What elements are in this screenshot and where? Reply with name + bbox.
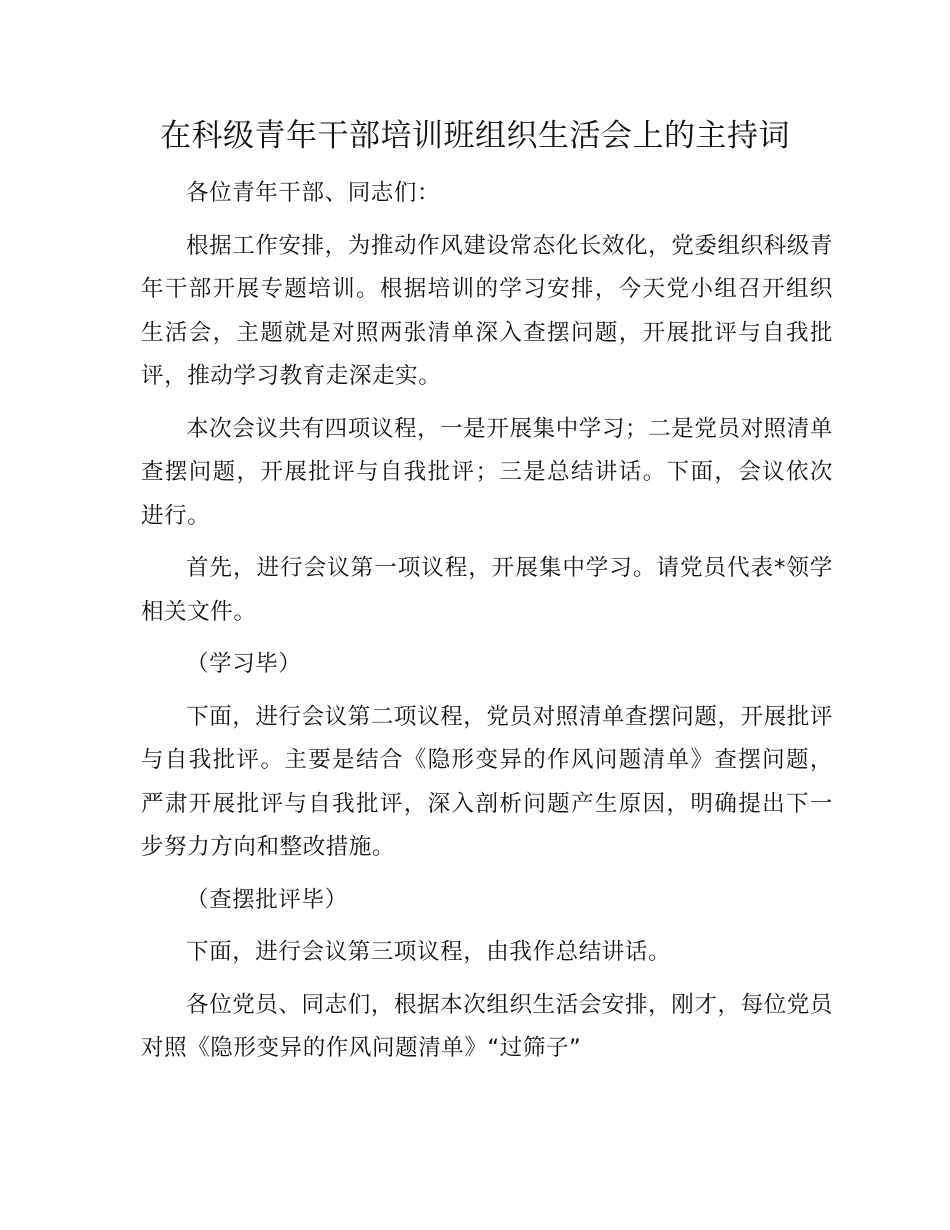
paragraph-background: 根据工作安排，为推动作风建设常态化长效化，党委组织科级青年干部开展专题培训。根据培训的学习安排，今天党小组召开组织生活会，主题就是对照两张清单深入查摆问题，开展批评与自我批评，推动学习教育走深走实。 bbox=[141, 232, 833, 389]
paragraph-first-item: 首先，进行会议第一项议程，开展集中学习。请党员代表*领学相关文件。 bbox=[141, 555, 833, 625]
document-body bbox=[141, 172, 833, 1080]
paragraph-second-item: 下面，进行会议第二项议程，党员对照清单查摆问题，开展批评与自我批评。主要是结合《隐形变异的作风问题清单》查摆问题，严肃开展批评与自我批评，深入剖析问题产生原因，明确提出下一步努力方向和整改措施。 bbox=[141, 703, 833, 860]
paragraph-third-item: 下面，进行会议第三项议程，由我作总结讲话。 bbox=[186, 939, 672, 965]
paragraph-review-done: （查摆批评毕） bbox=[186, 886, 348, 913]
paragraph-greeting: 各位青年干部、同志们： bbox=[186, 180, 441, 206]
paragraph-agenda: 本次会议共有四项议程，一是开展集中学习；二是党员对照清单查摆问题，开展批评与自我批评；三是总结讲话。下面，会议依次进行。 bbox=[141, 415, 833, 529]
paragraph-summary-start: 各位党员、同志们，根据本次组织生活会安排，刚才，每位党员对照《隐形变异的作风问题清单》“过筛子” bbox=[141, 991, 833, 1061]
paragraph-study-done: （学习毕） bbox=[186, 651, 302, 677]
document-title: 在科级青年干部培训班组织生活会上的主持词 bbox=[160, 118, 790, 154]
